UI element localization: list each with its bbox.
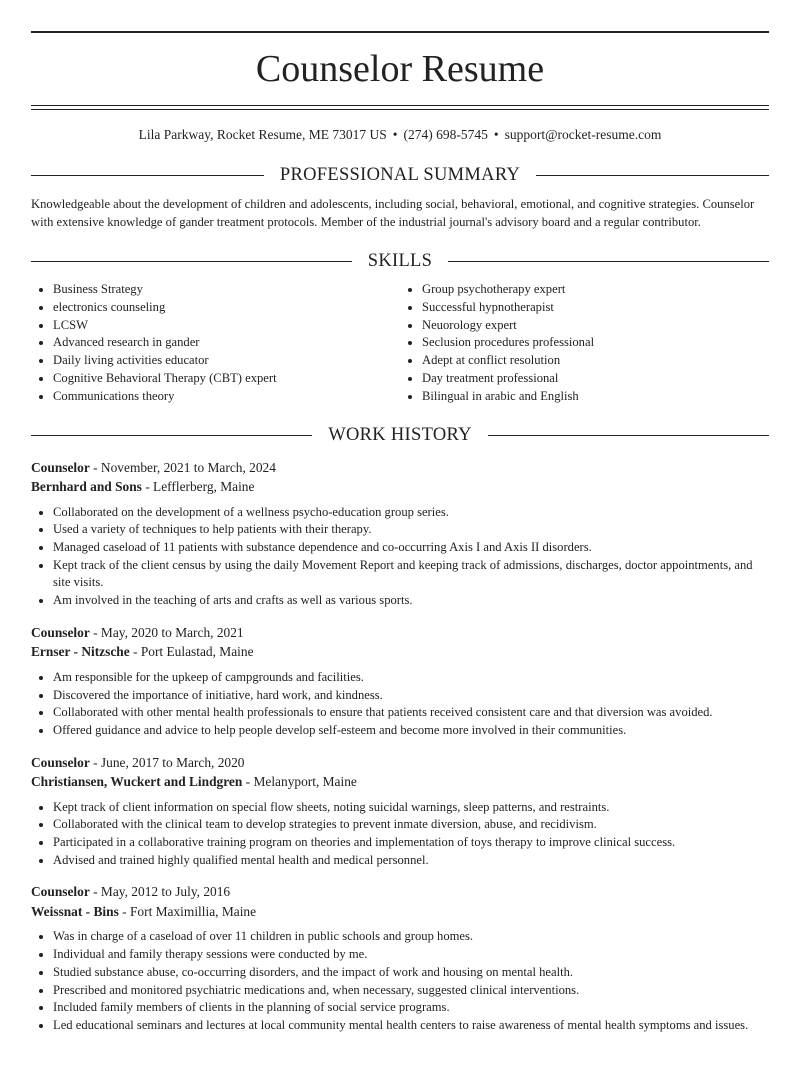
skill-item: • LCSW: [53, 317, 400, 335]
job-bullet: • Collaborated with the clinical team to develop strategies to prevent inmate diversion, abuse, and recidivism.: [53, 816, 769, 834]
job-bullets: [31, 928, 769, 1034]
job-location: - Melanyport, Maine: [242, 774, 357, 790]
contact-separator: •: [493, 127, 499, 142]
job-bullet: • Collaborated on the development of a wellness psycho-education group series.: [53, 504, 769, 522]
job-bullet: • Am involved in the teaching of arts and crafts as well as various sports.: [53, 592, 769, 610]
skill-item: • Adept at conflict resolution: [422, 352, 769, 370]
job-company-line: [31, 477, 769, 497]
job-title-line: [31, 458, 769, 478]
skill-item: • Day treatment professional: [422, 370, 769, 388]
skill-item: • Daily living activities educator: [53, 352, 400, 370]
contact-phone: (274) 698-5745: [403, 127, 488, 142]
contact-address: Lila Parkway, Rocket Resume, ME 73017 US: [138, 127, 387, 142]
job-dates: - November, 2021 to March, 2024: [89, 459, 276, 475]
job-bullet: • Kept track of client information on special flow sheets, noting suicidal warnings, sleep patterns, and restraints.: [53, 799, 769, 817]
section-header-summary: [31, 163, 769, 187]
job-bullet: • Participated in a collaborative training program on theories and implementation of toys therapy to improve clinical success.: [53, 834, 769, 852]
job-company-line: [31, 642, 769, 662]
resume-page: [31, 31, 769, 1035]
job-title-line: [31, 882, 769, 902]
page-title: Counselor Resume: [255, 48, 545, 90]
skill-item: • electronics counseling: [53, 299, 400, 317]
divider: [536, 175, 769, 176]
job-company: Weissnat - Bins: [31, 903, 119, 919]
skills-list: [31, 281, 769, 406]
section-header-work: [31, 424, 769, 448]
skill-item: • Neuorology expert: [422, 317, 769, 335]
divider: [488, 435, 769, 436]
section-title: PROFESSIONAL SUMMARY: [279, 164, 521, 185]
skill-item: • Business Strategy: [53, 281, 400, 299]
job-bullet: • Individual and family therapy sessions were conducted by me.: [53, 946, 769, 964]
job-company: Ernser - Nitzsche: [31, 644, 130, 660]
section-header-skills: [31, 249, 769, 273]
job-bullets: [31, 504, 769, 610]
job-dates: - May, 2012 to July, 2016: [89, 884, 231, 900]
skill-item: • Bilingual in arabic and English: [422, 388, 769, 406]
job-bullet: • Managed caseload of 11 patients with substance dependence and co-occurring Axis I and Axis II disorders.: [53, 539, 769, 557]
job-entry: [31, 458, 769, 610]
job-bullets: [31, 799, 769, 870]
skill-item: • Seclusion procedures professional: [422, 334, 769, 352]
skill-item: • Successful hypnotherapist: [422, 299, 769, 317]
job-title: Counselor: [31, 459, 90, 475]
work-history: [31, 458, 769, 1035]
skill-item: • Advanced research in gander: [53, 334, 400, 352]
job-bullet: • Discovered the importance of initiative, hard work, and kindness.: [53, 687, 769, 705]
divider: [31, 261, 352, 262]
job-bullet: • Kept track of the client census by using the daily Movement Report and keeping track of admissions, discharges, doctor appointments, and site visits.: [53, 557, 769, 592]
contact-separator: •: [392, 127, 398, 142]
job-bullet: • Advised and trained highly qualified mental health and medical personnel.: [53, 852, 769, 870]
job-dates: - May, 2020 to March, 2021: [89, 624, 244, 640]
job-entry: [31, 623, 769, 740]
job-bullet: • Included family members of clients in the planning of social service programs.: [53, 999, 769, 1017]
top-rule: [31, 31, 769, 33]
divider: [31, 435, 312, 436]
skills-column-left: [31, 281, 400, 406]
divider: [31, 175, 264, 176]
job-bullet: • Am responsible for the upkeep of campgrounds and facilities.: [53, 669, 769, 687]
divider: [448, 261, 769, 262]
skills-column-right: [400, 281, 769, 406]
skill-item: • Communications theory: [53, 388, 400, 406]
job-title: Counselor: [31, 884, 90, 900]
job-bullet: • Studied substance abuse, co-occurring disorders, and the impact of work and housing on mental health.: [53, 964, 769, 982]
job-location: - Port Eulastad, Maine: [129, 644, 254, 660]
job-bullet: • Used a variety of techniques to help patients with their therapy.: [53, 521, 769, 539]
section-title: SKILLS: [367, 250, 433, 271]
section-title: WORK HISTORY: [328, 425, 472, 446]
skill-item: • Cognitive Behavioral Therapy (CBT) expert: [53, 370, 400, 388]
job-location: - Fort Maximillia, Maine: [118, 903, 257, 919]
job-dates: - June, 2017 to March, 2020: [89, 754, 245, 770]
job-company: Bernhard and Sons: [31, 479, 142, 495]
job-bullets: [31, 669, 769, 740]
job-bullet: • Led educational seminars and lectures at local community mental health centers to raise awareness of mental health symptoms and issues.: [53, 1017, 769, 1035]
job-company: Christiansen, Wuckert and Lindgren: [31, 774, 243, 790]
job-bullet: • Was in charge of a caseload of over 11 children in public schools and group homes.: [53, 928, 769, 946]
contact-email: support@rocket-resume.com: [504, 127, 662, 142]
job-entry: [31, 882, 769, 1034]
job-entry: [31, 753, 769, 870]
job-bullet: • Prescribed and monitored psychiatric medications and, when necessary, suggested clinical interventions.: [53, 982, 769, 1000]
job-bullet: • Collaborated with other mental health professionals to ensure that patients received consistent care and that diversion was avoided.: [53, 704, 769, 722]
skill-item: • Group psychotherapy expert: [422, 281, 769, 299]
job-title: Counselor: [31, 754, 90, 770]
job-title-line: [31, 753, 769, 773]
job-bullet: • Offered guidance and advice to help people develop self-esteem and become more involved in their communities.: [53, 722, 769, 740]
job-title: Counselor: [31, 624, 90, 640]
job-location: - Lefflerberg, Maine: [141, 479, 255, 495]
job-company-line: [31, 902, 769, 922]
job-title-line: [31, 623, 769, 643]
summary-text: Knowledgeable about the development of children and adolescents, including social, behavioral, emotional, and cognitive strategies. Counselor with extensive knowledge of gander treatment protocols. Member of the industrial journal's advisory board and a regular contributor.: [31, 197, 755, 229]
contact-line: [31, 125, 769, 145]
title-double-rule: [31, 105, 769, 110]
job-company-line: [31, 772, 769, 792]
